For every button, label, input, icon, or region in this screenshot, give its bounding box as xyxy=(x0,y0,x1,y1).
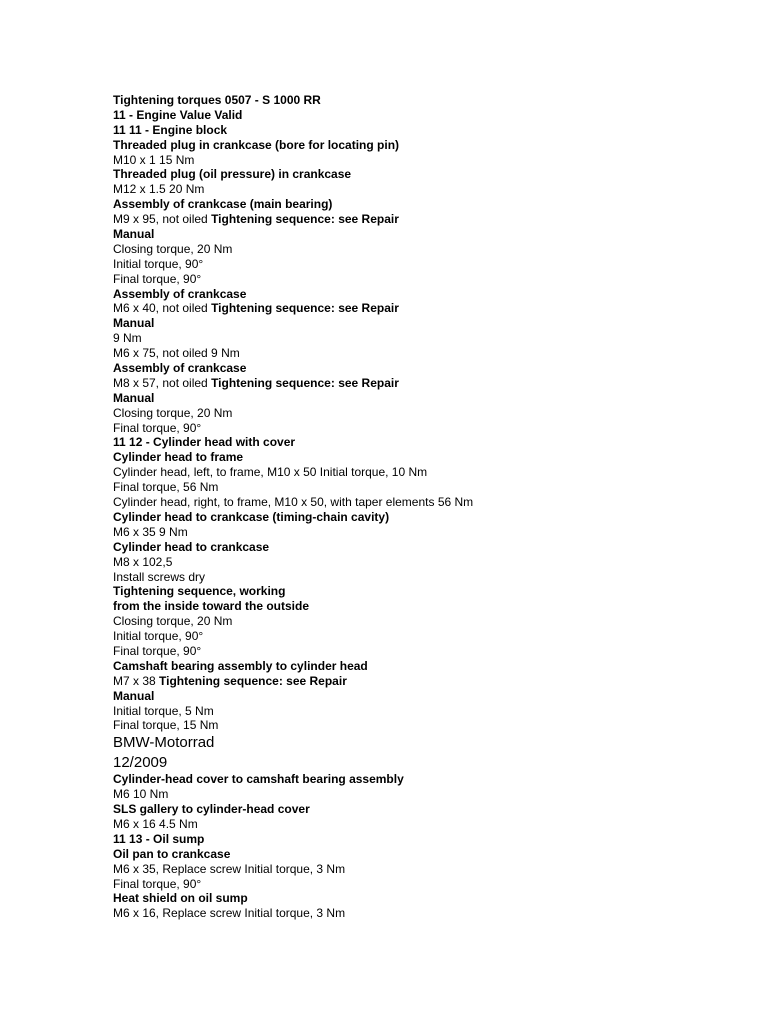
body-text: 9 Nm xyxy=(113,331,142,346)
heading-text: Manual xyxy=(113,688,155,703)
body-text: Closing torque, 20 Nm xyxy=(113,614,233,629)
heading-text: Cylinder head to crankcase xyxy=(113,539,270,554)
text-line xyxy=(113,570,733,585)
body-text: M10 x 1 15 Nm xyxy=(113,152,195,167)
heading-text: Manual xyxy=(113,227,155,242)
heading-text: Manual xyxy=(113,390,155,405)
body-text: Initial torque, 90° xyxy=(113,629,204,644)
body-text: Closing torque, 20 Nm xyxy=(113,241,233,256)
text-line xyxy=(113,376,733,391)
heading-text: Tightening sequence: see Repair xyxy=(211,375,399,390)
heading-text: Manual xyxy=(113,316,155,331)
text-line xyxy=(113,772,733,787)
body-text: Final torque, 15 Nm xyxy=(113,718,219,733)
text-line xyxy=(113,891,733,906)
text-line xyxy=(113,421,733,436)
text-line xyxy=(113,227,733,242)
text-line xyxy=(113,862,733,877)
body-text: Closing torque, 20 Nm xyxy=(113,405,233,420)
text-line xyxy=(113,525,733,540)
text-line xyxy=(113,257,733,272)
body-text: M12 x 1.5 20 Nm xyxy=(113,182,205,197)
heading-text: Heat shield on oil sump xyxy=(113,891,248,906)
body-text: M9 x 95, not oiled xyxy=(113,212,212,227)
text-line xyxy=(113,108,733,123)
text-line xyxy=(113,123,733,138)
heading-text: 11 13 - Oil sump xyxy=(113,831,205,846)
text-line xyxy=(113,197,733,212)
body-text: Final torque, 90° xyxy=(113,420,202,435)
text-line xyxy=(113,877,733,892)
text-line xyxy=(113,331,733,346)
footer-text xyxy=(113,753,733,773)
heading-text: Cylinder-head cover to camshaft bearing assembly xyxy=(113,772,404,787)
body-text: M6 x 35, Replace screw Initial torque, 3 Nm xyxy=(113,861,346,876)
body-text: Final torque, 90° xyxy=(113,271,202,286)
text-line xyxy=(113,644,733,659)
text-line xyxy=(113,832,733,847)
body-text: M8 x 102,5 xyxy=(113,554,173,569)
heading-text: SLS gallery to cylinder-head cover xyxy=(113,802,310,817)
body-text: M6 x 75, not oiled 9 Nm xyxy=(113,346,240,361)
body-text: M6 x 16 4.5 Nm xyxy=(113,816,198,831)
text-line xyxy=(113,510,733,525)
text-line xyxy=(113,787,733,802)
text-line xyxy=(113,599,733,614)
heading-text: Assembly of crankcase xyxy=(113,286,247,301)
text-line xyxy=(113,718,733,733)
text-line xyxy=(113,167,733,182)
text-line xyxy=(113,555,733,570)
heading-text: Tightening sequence: see Repair xyxy=(159,673,347,688)
text-line xyxy=(113,316,733,331)
text-line xyxy=(113,906,733,921)
text-line xyxy=(113,847,733,862)
text-line xyxy=(113,301,733,316)
text-line xyxy=(113,802,733,817)
heading-text: Oil pan to crankcase xyxy=(113,846,231,861)
heading-text: Tightening sequence: see Repair xyxy=(211,212,399,227)
text-line xyxy=(113,212,733,227)
body-text: 12/2009 xyxy=(113,753,168,771)
body-text: M6 x 35 9 Nm xyxy=(113,524,188,539)
body-text: M8 x 57, not oiled xyxy=(113,375,212,390)
text-line xyxy=(113,435,733,450)
text-line xyxy=(113,659,733,674)
text-line xyxy=(113,391,733,406)
body-text: M7 x 38 xyxy=(113,673,160,688)
body-text: M6 10 Nm xyxy=(113,787,169,802)
body-text: M6 x 40, not oiled xyxy=(113,301,212,316)
heading-text: 11 11 - Engine block xyxy=(113,122,228,137)
text-line xyxy=(113,153,733,168)
body-text: Initial torque, 90° xyxy=(113,256,204,271)
body-text: Final torque, 56 Nm xyxy=(113,480,219,495)
heading-text: Camshaft bearing assembly to cylinder head xyxy=(113,658,368,673)
body-text: Final torque, 90° xyxy=(113,876,202,891)
text-line xyxy=(113,93,733,108)
text-line xyxy=(113,465,733,480)
text-line xyxy=(113,450,733,465)
heading-text: Tightening torques 0507 - S 1000 RR xyxy=(113,93,321,107)
heading-text: Assembly of crankcase (main bearing) xyxy=(113,197,333,212)
text-line xyxy=(113,704,733,719)
text-line xyxy=(113,361,733,376)
text-line xyxy=(113,242,733,257)
footer-text xyxy=(113,733,733,753)
text-line xyxy=(113,346,733,361)
text-line xyxy=(113,406,733,421)
heading-text: from the inside toward the outside xyxy=(113,599,310,614)
document-body xyxy=(113,93,733,921)
body-text: Cylinder head, left, to frame, M10 x 50 Initial torque, 10 Nm xyxy=(113,465,428,480)
text-line xyxy=(113,689,733,704)
text-line xyxy=(113,584,733,599)
text-line xyxy=(113,480,733,495)
text-line xyxy=(113,495,733,510)
text-line xyxy=(113,674,733,689)
text-line xyxy=(113,287,733,302)
body-text: M6 x 16, Replace screw Initial torque, 3 Nm xyxy=(113,906,346,921)
heading-text: Tightening sequence, working xyxy=(113,584,286,599)
body-text: Final torque, 90° xyxy=(113,643,202,658)
body-text: BMW-Motorrad xyxy=(113,734,215,752)
heading-text: Threaded plug (oil pressure) in crankcase xyxy=(113,167,352,182)
heading-text: Assembly of crankcase xyxy=(113,361,247,376)
text-line xyxy=(113,272,733,287)
heading-text: Cylinder head to crankcase (timing-chain cavity) xyxy=(113,509,390,524)
text-line xyxy=(113,182,733,197)
heading-text: 11 12 - Cylinder head with cover xyxy=(113,435,296,450)
text-line xyxy=(113,614,733,629)
text-line xyxy=(113,629,733,644)
heading-text: Cylinder head to frame xyxy=(113,450,244,465)
text-line xyxy=(113,540,733,555)
heading-text: 11 - Engine Value Valid xyxy=(113,107,243,122)
body-text: Cylinder head, right, to frame, M10 x 50, with taper elements 56 Nm xyxy=(113,495,474,510)
text-line xyxy=(113,817,733,832)
body-text: Initial torque, 5 Nm xyxy=(113,703,214,718)
body-text: Install screws dry xyxy=(113,569,206,584)
heading-text: Threaded plug in crankcase (bore for locating pin) xyxy=(113,137,400,152)
heading-text: Tightening sequence: see Repair xyxy=(211,301,399,316)
text-line xyxy=(113,138,733,153)
